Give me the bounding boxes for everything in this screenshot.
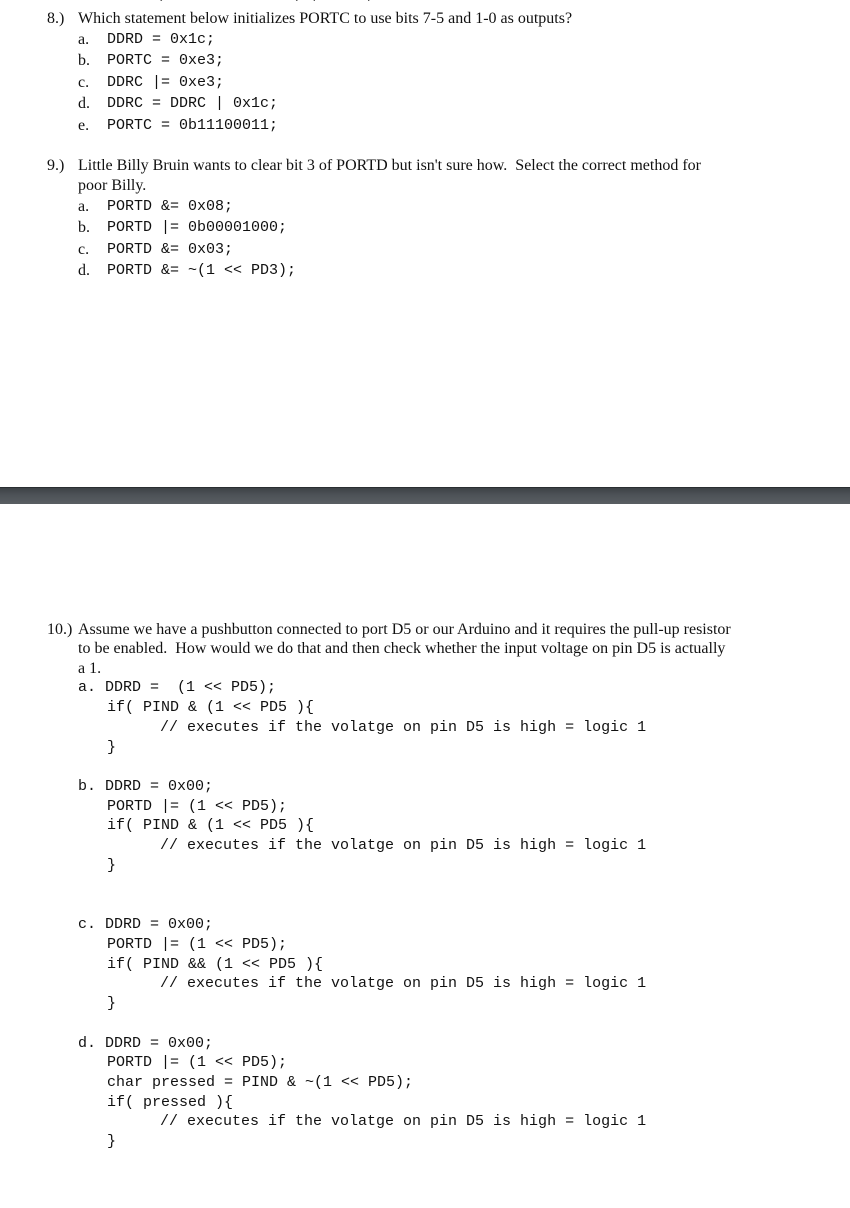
option-letter: b. [78, 219, 90, 236]
question-number: 8.) [47, 10, 65, 27]
code-line: if( PIND & (1 << PD5 ){ [107, 817, 315, 834]
code-comment: // executes if the volatge on pin D5 is high = logic 1 [160, 1113, 647, 1130]
question-number: 9.) [47, 157, 65, 174]
page-separator [0, 487, 850, 505]
option-code: PORTC = 0xe3; [107, 52, 225, 69]
code-line: char pressed = PIND & ~(1 << PD5); [107, 1074, 414, 1091]
option-letter: c. [78, 74, 90, 91]
code-line: if( pressed ){ [107, 1094, 234, 1111]
option-letter: a. [78, 198, 90, 215]
code-line: } [107, 857, 117, 874]
question-number: 10.) [47, 621, 73, 638]
code-line: PORTD |= (1 << PD5); [107, 936, 288, 953]
clipped-code-line [130, 0, 410, 1]
code-line: d. DDRD = 0x00; [78, 1035, 214, 1052]
question-text: Assume we have a pushbutton connected to port D5 or our Arduino and it requires the pull-up resistor [78, 621, 731, 638]
code-line: } [107, 739, 117, 756]
code-line: b. DDRD = 0x00; [78, 778, 214, 795]
option-letter: d. [78, 262, 90, 279]
code-line: c. DDRD = 0x00; [78, 916, 214, 933]
option-code: PORTD &= ~(1 << PD3); [107, 262, 297, 279]
option-code: PORTD &= 0x03; [107, 241, 234, 258]
code-comment: // executes if the volatge on pin D5 is high = logic 1 [160, 719, 647, 736]
code-line: PORTD |= (1 << PD5); [107, 798, 288, 815]
code-line: PORTD |= (1 << PD5); [107, 1054, 288, 1071]
question-text: Little Billy Bruin wants to clear bit 3 of PORTD but isn't sure how. Select the correct method for [78, 157, 701, 174]
code-comment: // executes if the volatge on pin D5 is high = logic 1 [160, 975, 647, 992]
code-line: a. DDRD = (1 << PD5); [78, 679, 277, 696]
question-text: a 1. [78, 660, 102, 677]
option-code: PORTC = 0b11100011; [107, 117, 279, 134]
question-text: poor Billy. [78, 177, 147, 194]
question-text: Which statement below initializes PORTC to use bits 7-5 and 1-0 as outputs? [78, 10, 573, 27]
code-line: if( PIND && (1 << PD5 ){ [107, 956, 324, 973]
code-line: if( PIND & (1 << PD5 ){ [107, 699, 315, 716]
option-code: PORTD |= 0b00001000; [107, 219, 288, 236]
option-letter: d. [78, 95, 90, 112]
option-code: PORTD &= 0x08; [107, 198, 234, 215]
code-comment: // executes if the volatge on pin D5 is high = logic 1 [160, 837, 647, 854]
option-code: DDRD = 0x1c; [107, 31, 216, 48]
option-letter: e. [78, 117, 90, 134]
option-letter: c. [78, 241, 90, 258]
option-letter: b. [78, 52, 90, 69]
option-letter: a. [78, 31, 90, 48]
page-top [0, 0, 850, 487]
option-code: DDRC = DDRC | 0x1c; [107, 95, 279, 112]
page-bottom [0, 504, 850, 1208]
code-line: } [107, 995, 117, 1012]
code-line: } [107, 1133, 117, 1150]
question-text: to be enabled. How would we do that and then check whether the input voltage on pin D5 is actually [78, 640, 726, 657]
option-code: DDRC |= 0xe3; [107, 74, 225, 91]
